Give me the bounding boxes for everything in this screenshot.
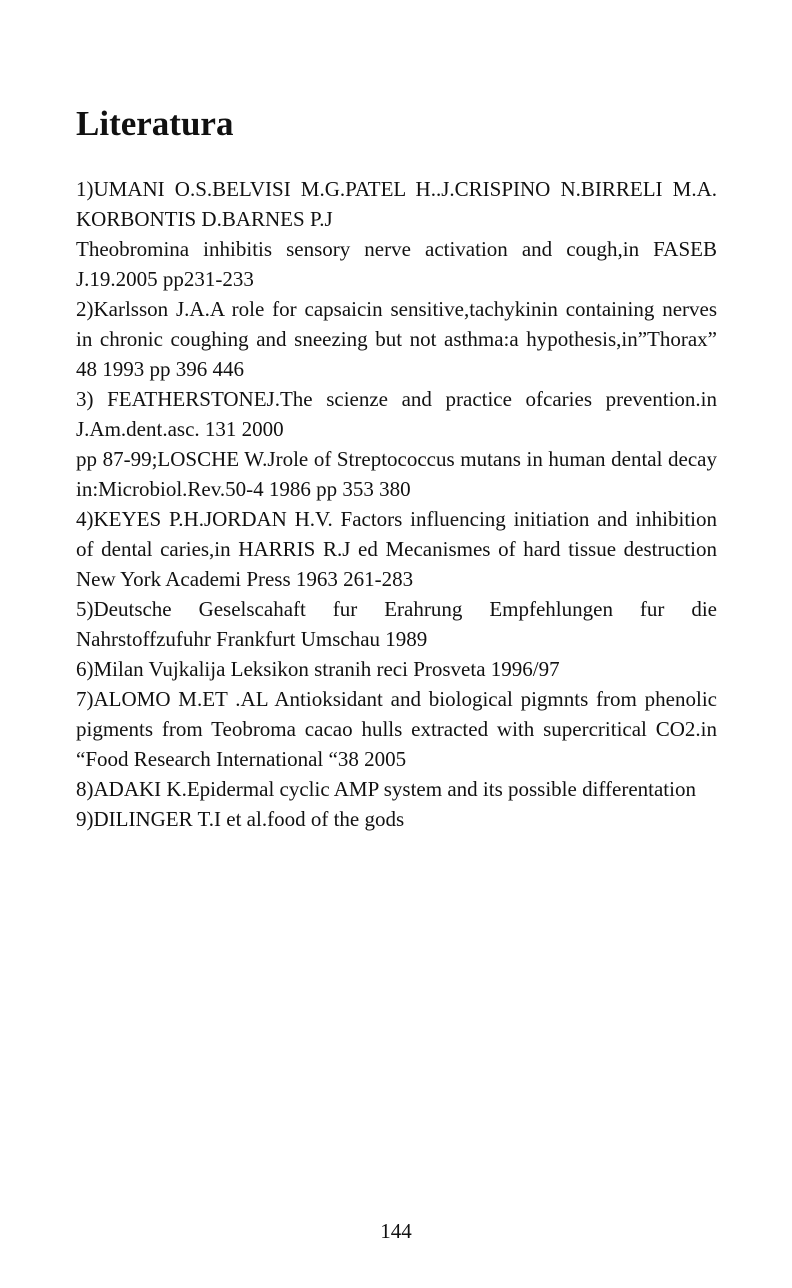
reference-entry: 8)ADAKI K.Epidermal cyclic AMP system and its possible differentation: [76, 777, 696, 801]
reference-entry: 1)UMANI O.S.BELVISI M.G.PATEL H..J.CRISPINO N.BIRRELI M.A. KORBONTIS D.BARNES P.J: [76, 177, 717, 231]
reference-entry: 2)Karlsson J.A.A role for capsaicin sensitive,tachykinin containing nerves in chronic coughing and sneezing but not asthma:a hypothesis,in”Thorax” 48 1993 pp 396 446: [76, 297, 717, 381]
page-number: 144: [380, 1219, 412, 1243]
reference-entry: pp 87-99;LOSCHE W.Jrole of Streptococcus mutans in human dental decay in:Microbiol.Rev.50-4 1986 pp 353 380: [76, 447, 717, 501]
reference-entry: 6)Milan Vujkalija Leksikon stranih reci Prosveta 1996/97: [76, 657, 560, 681]
reference-entry: 9)DILINGER T.I et al.food of the gods: [76, 807, 405, 831]
reference-entry: Theobromina inhibitis sensory nerve activation and cough,in FASEB J.19.2005 pp231-233: [76, 237, 717, 291]
reference-entry: 5)Deutsche Geselscahaft fur Erahrung Empfehlungen fur die Nahrstoffzufuhr Frankfurt Umschau 1989: [76, 597, 717, 651]
reference-entry: 3) FEATHERSTONEJ.The scienze and practice ofcaries prevention.in J.Am.dent.asc. 131 2000: [76, 387, 717, 441]
page-title: Literatura: [76, 104, 234, 143]
reference-entry: 4)KEYES P.H.JORDAN H.V. Factors influencing initiation and inhibition of dental caries,in HARRIS R.J ed Mecanismes of hard tissue destruction New York Academi Press 1963 261-283: [76, 507, 717, 591]
reference-list: [76, 174, 717, 834]
reference-entry: 7)ALOMO M.ET .AL Antioksidant and biological pigmnts from phenolic pigments from Teobroma cacao hulls extracted with supercritical CO2.in “Food Research International “38 2005: [76, 687, 717, 771]
